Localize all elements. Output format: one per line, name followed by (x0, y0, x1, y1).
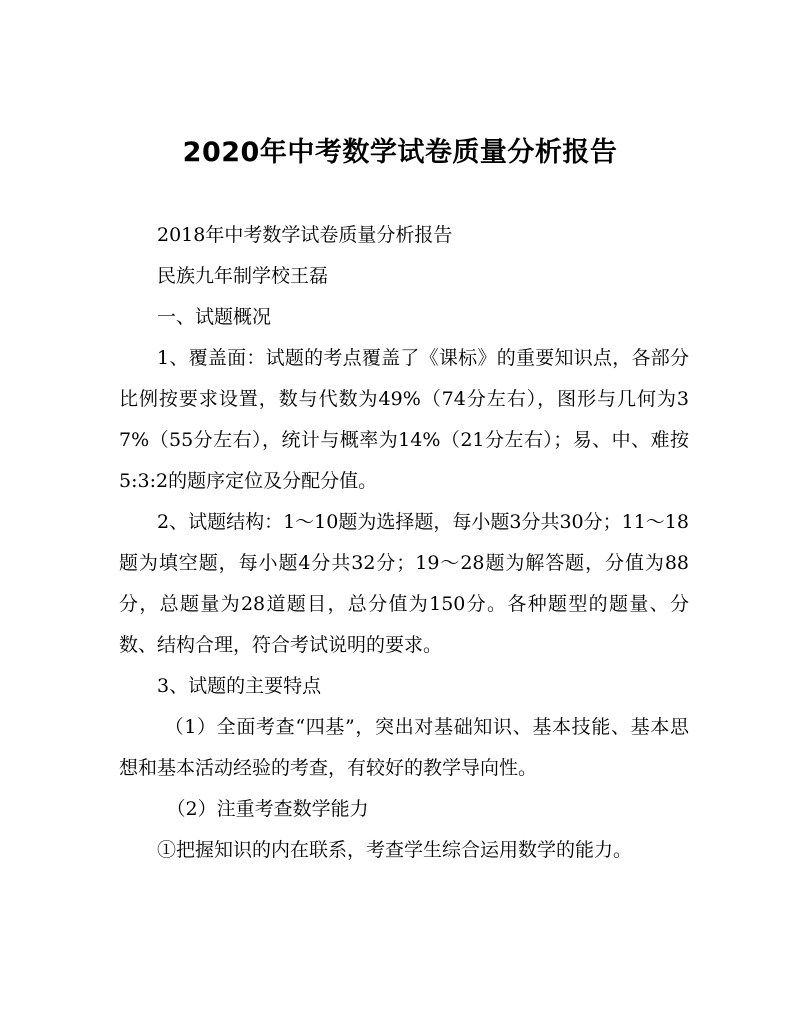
paragraph-feature-2: （2）注重考查数学能力 (166, 798, 369, 820)
paragraph-feature-1: （1）全面考查“四基”，突出对基础知识、基本技能、基本思想和基本活动经验的考查，有较好的教学导向性。 (119, 716, 689, 779)
document-title: 2020年中考数学试卷质量分析报告 (182, 137, 618, 168)
paragraph-features-heading: 3、试题的主要特点 (157, 675, 322, 697)
document-body (119, 215, 689, 871)
paragraph-structure: 2、试题结构：1～10题为选择题，每小题3分共30分；11～18题为填空题，每小题4分共32分；19～28题为解答题，分值为88分，总题量为28道题目，总分值为150分。各种题型的题量、分数、结构合理，符合考试说明的要求。 (119, 511, 689, 656)
paragraph-author: 民族九年制学校王磊 (157, 265, 329, 287)
section-heading-overview: 一、试题概况 (157, 306, 272, 328)
paragraph-coverage: 1、覆盖面：试题的考点覆盖了《课标》的重要知识点，各部分比例按要求设置，数与代数为49%（74分左右），图形与几何为37%（55分左右），统计与概率为14%（21分左右）；易、中、难按5:3:2的题序定位及分配分值。 (119, 347, 689, 492)
paragraph-subtitle: 2018年中考数学试卷质量分析报告 (157, 224, 453, 246)
paragraph-feature-2-point-1: ①把握知识的内在联系，考查学生综合运用数学的能力。 (157, 839, 633, 861)
